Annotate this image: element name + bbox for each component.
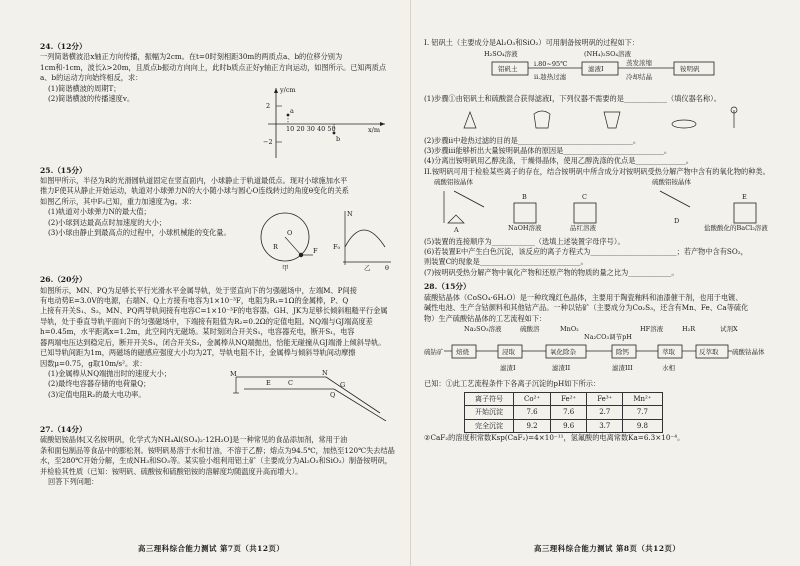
q25-head: 25.（15分） xyxy=(40,165,87,175)
svg-text:2: 2 xyxy=(266,101,271,110)
decomposition-apparatus-figure xyxy=(424,177,782,233)
svg-text:Na₂SO₃溶液: Na₂SO₃溶液 xyxy=(464,324,502,333)
svg-text:滤渣I: 滤渣I xyxy=(500,363,516,372)
q25-line: 如图甲所示，半径为R的光滑圆轨道固定在竖直面内，小球静止于轨道最低点。现对小球施加水平 xyxy=(40,176,348,186)
svg-text:(NH₄)₂SO₄溶液: (NH₄)₂SO₄溶液 xyxy=(584,50,632,59)
q27-part6b: 则装置C的现象是____________________________。 xyxy=(424,257,588,267)
q27-line: 条和面包制品等食品中的膨松剂。铵明矾易溶于水和甘油，不溶于乙醇；熔点为94.5℃，加热至120℃失去结晶 xyxy=(40,445,395,455)
svg-text:y/cm: y/cm xyxy=(280,85,296,94)
svg-text:a: a xyxy=(290,106,294,115)
svg-text:R: R xyxy=(273,243,278,252)
q26-head: 26.（20分） xyxy=(40,275,87,285)
q27-part1: (1)步骤①由铝矾土和硫酸混合获得滤液I，下列仪器不需要的是____________（填仪器名称）。 xyxy=(424,93,721,103)
q28-known2: ②CaF₂的溶度积常数Ksp(CaF₂)=4×10⁻¹¹，氢氟酸的电离常数Ka=6.3×10⁻⁴。 xyxy=(424,432,685,442)
table-cell: 9.6 xyxy=(551,419,587,432)
q25-sub: (2)小球到达最高点时加速度的大小； xyxy=(48,217,166,227)
svg-text:硫酸溶: 硫酸溶 xyxy=(520,324,540,333)
table-row xyxy=(465,419,663,432)
q25-line: 推力F使其从静止开始运动，轨道对小球弹力N的大小随小球与圆心O连线转过的角度θ变化的关系 xyxy=(40,186,350,196)
q27-part7: (7)铵明矾受热分解产物中氧化产物和还原产物的物质的量之比为____________。 xyxy=(424,267,679,277)
lab-apparatus-row xyxy=(424,104,782,132)
q27-part4: (4)分离出铵明矾用乙醇洗涤，干燥得晶体，使用乙醇洗涤的优点是______________。 xyxy=(424,156,693,166)
q28-known1: 已知：①此工艺流程条件下各离子沉淀的pH如下所示： xyxy=(424,379,601,389)
q26-sub: (3)定值电阻R₂的最大电功率。 xyxy=(48,389,146,399)
svg-text:−2: −2 xyxy=(263,137,273,146)
q26-line: 如图所示，MN、PQ为足够长平行光滑水平金属导轨，处于竖直向下的匀强磁场中，左端M、P间接 xyxy=(40,285,357,295)
svg-text:甲: 甲 xyxy=(282,264,289,272)
svg-text:b: b xyxy=(336,134,341,143)
svg-text:NaOH溶液: NaOH溶液 xyxy=(508,224,542,233)
svg-text:水相: 水相 xyxy=(662,363,675,372)
q26-line: h=0.45m，水平距离x=1.2m，此空间内无磁场。某时刻闭合开关S₁，电容器充电，断开S₁，电容 xyxy=(40,327,355,337)
svg-text:滤液I: 滤液I xyxy=(588,65,604,74)
svg-text:D: D xyxy=(674,217,680,226)
q28-line: 碱性电池、生产含钴颜料和其他钴产品。一种以钴矿（主要成分为Co₂S₃，还含有Mn、Fe、Ca等硫化 xyxy=(424,303,749,313)
q26-sub: (2)最终电容器存储的电荷量Q； xyxy=(48,379,151,389)
q26-sub: (1)金属棒从NQ端抛出时的速度大小； xyxy=(48,368,171,378)
svg-text:HF溶液: HF溶液 xyxy=(640,324,664,333)
svg-text:硫钴矿: 硫钴矿 xyxy=(424,347,444,356)
table-cell: 7.6 xyxy=(551,406,587,419)
table-cell: Mn²⁺ xyxy=(623,392,662,405)
svg-text:F: F xyxy=(313,247,318,256)
right-page xyxy=(424,38,782,443)
q25-sub: (3)小球由静止到最高点的过程中，小球机械能的变化量。 xyxy=(48,228,231,238)
q26-line: 器两端电压达到稳定后，断开开关S₁，闭合开关S₂，金属棒从NQ端抛出，恰能无碰撞从GJ端滑上倾斜导轨。 xyxy=(40,337,386,347)
q27-intro: I. 铝矾土（主要成分是Al₂O₃和SiO₂）可用制备铵明矾的过程如下： xyxy=(424,38,640,47)
svg-text:乙: 乙 xyxy=(364,264,371,272)
svg-text:Na₂CO₃调节pH: Na₂CO₃调节pH xyxy=(584,332,632,341)
svg-text:N: N xyxy=(347,210,353,219)
table-cell: 开始沉淀 xyxy=(465,406,514,419)
svg-text:E: E xyxy=(266,378,271,387)
page-fold xyxy=(410,0,411,566)
svg-text:焙烧: 焙烧 xyxy=(456,347,469,356)
rail-circuit-figure xyxy=(230,369,390,421)
left-page xyxy=(40,38,396,487)
q27-part6: (6)若装置E中产生白色沉淀，该反应的离子方程式为________________________；若产物中含有SO₂， xyxy=(424,247,748,257)
svg-text:滤渣III: 滤渣III xyxy=(612,363,633,372)
svg-text:A: A xyxy=(454,226,459,234)
q28-head: 28.（15分） xyxy=(424,282,471,292)
svg-text:H₂SO₄溶液: H₂SO₄溶液 xyxy=(484,50,518,59)
table-cell: 离子符号 xyxy=(465,392,514,405)
svg-text:冷却结晶: 冷却结晶 xyxy=(626,73,652,82)
q27-line: 硫酸铝铵晶体[又名铵明矾，化学式为NH₄Al(SO₄)₂·12H₂O]是一种常见的食品添加剂，常用于油 xyxy=(40,435,348,445)
q24-sub: (1)简谐横波的周期T； xyxy=(48,83,121,93)
svg-text:品红溶液: 品红溶液 xyxy=(570,224,596,233)
svg-text:铝矾土: 铝矾土 xyxy=(498,65,518,74)
q26-line: 已知导轨间距为1m，两磁场的磁感应强度大小均为2T，导轨电阻不计，金属棒与倾斜导轨间动摩擦 xyxy=(40,348,356,358)
svg-text:C: C xyxy=(582,193,587,202)
table-cell: 完全沉淀 xyxy=(465,419,514,432)
svg-text:硫酸铝铵晶体: 硫酸铝铵晶体 xyxy=(652,178,691,187)
table-cell: 7.6 xyxy=(514,406,551,419)
table-cell: Fe³⁺ xyxy=(587,392,623,405)
ion-ph-table xyxy=(464,392,663,433)
svg-text:i.80~95℃: i.80~95℃ xyxy=(534,60,568,69)
svg-text:反萃取: 反萃取 xyxy=(699,347,719,356)
q24-line: a、b的运动方向始终相反，求： xyxy=(40,73,143,83)
circular-track-figure xyxy=(245,207,395,271)
table-cell: 9.2 xyxy=(514,419,551,432)
q24-sub: (2)简谐横波的传播速度v。 xyxy=(48,94,135,104)
q24-line: 1cm和-1cm，波长λ>20m，且质点b振动方向向上，此时b质点正好y轴正方向运动，如图所示。已知两质点 xyxy=(40,62,387,72)
svg-text:蒸发浓缩: 蒸发浓缩 xyxy=(626,59,652,68)
svg-text:G: G xyxy=(340,380,346,389)
svg-text:浸取: 浸取 xyxy=(502,347,515,356)
svg-text:Q: Q xyxy=(330,390,336,399)
q27-head: 27.（14分） xyxy=(40,424,87,434)
svg-text:硫酸钴晶体: 硫酸钴晶体 xyxy=(732,347,765,356)
svg-text:除钙: 除钙 xyxy=(616,347,629,356)
q26-line: 上接有开关S₁、S₂，MN、PQ两导轨间接有电容C=1×10⁻³F的电容器。GH、JK为足够长倾斜粗糙平行金属 xyxy=(40,306,388,316)
svg-text:滤渣II: 滤渣II xyxy=(552,363,571,372)
svg-text:E: E xyxy=(742,193,747,202)
table-cell: 3.7 xyxy=(587,419,623,432)
svg-text:C: C xyxy=(288,378,293,387)
q26-line: 导轨，处于垂直导轨平面向下的匀强磁场中，下端接有阻值为R₂=0.2Ω的定值电阻。NQ端与GJ端高度差 xyxy=(40,316,373,326)
cobalt-process-flowchart xyxy=(424,324,782,376)
q28-line: 硫酸钴晶体（CoSO₄·6H₂O）是一种玫瑰红色晶体，主要用于陶瓷釉料和油漆催干剂，也用于电镀、 xyxy=(424,292,743,302)
q24-head: 24.（12分） xyxy=(40,42,87,51)
q24-line: 一列简谐横波沿x轴正方向传播，振幅为2cm。在t=0时刻相距30m的两质点a、b的位移分别为 xyxy=(40,52,343,62)
page-footer-left: 高三理科综合能力测试 第7页（共12页） xyxy=(138,544,285,553)
wave-graph-figure xyxy=(260,84,390,162)
svg-text:N: N xyxy=(322,368,328,377)
table-cell: Co²⁺ xyxy=(514,392,551,405)
svg-text:O: O xyxy=(287,229,293,238)
table-row xyxy=(465,392,663,405)
svg-text:萃取: 萃取 xyxy=(662,347,675,356)
q27-part5: (5)装置的连接顺序为____________（选填上述装置字母序号）。 xyxy=(424,236,625,246)
svg-text:氧化除杂: 氧化除杂 xyxy=(550,347,576,356)
q25-sub: (1)轨道对小球弹力N的最大值； xyxy=(48,207,151,217)
svg-text:x/m: x/m xyxy=(368,125,381,134)
table-cell: 9.8 xyxy=(623,419,662,432)
svg-text:ii.趁热过滤: ii.趁热过滤 xyxy=(534,73,567,82)
q27-part3: (3)步骤ⅲ能够析出大量铵明矾晶体的原因是____________________________。 xyxy=(424,146,672,156)
table-cell: 2.7 xyxy=(587,406,623,419)
svg-text:铵明矾: 铵明矾 xyxy=(680,65,700,74)
q26-line: 有电动势E=3.0V的电源，右端N、Q上方接有电容为1×10⁻³F，电阻为R₁=1Ω的金属棒，P、Q xyxy=(40,296,349,306)
svg-text:θ: θ xyxy=(385,264,389,272)
svg-text:10 20 30 40 50: 10 20 30 40 50 xyxy=(286,124,336,133)
table-cell: Fe²⁺ xyxy=(551,392,587,405)
alum-prep-flowchart xyxy=(424,48,782,90)
q27-line: 回答下列问题： xyxy=(48,476,99,486)
svg-text:F₀: F₀ xyxy=(333,243,341,252)
q27-part2: (2)步骤ⅱ中趁热过滤的目的是________________________________。 xyxy=(424,135,641,145)
q25-line: 如图乙所示，其中F₀已知，重力加速度为g。求： xyxy=(40,196,197,206)
q27-line: 水，至280℃开始分解，生成NH₃和SO₃等。某实验小组利用铝土矿（主要成分为Al₂O₃和SiO₂）制备铵明矾， xyxy=(40,456,392,466)
q28-line: 物）生产硫酸钴晶体的工艺流程如下： xyxy=(424,313,547,323)
page-footer-right: 高三理科综合能力测试 第8页（共12页） xyxy=(534,544,681,553)
svg-text:硫酸铝铵晶体: 硫酸铝铵晶体 xyxy=(434,178,473,187)
svg-text:盐酸酸化的BaCl₂溶液: 盐酸酸化的BaCl₂溶液 xyxy=(704,224,768,233)
svg-text:MnO₂: MnO₂ xyxy=(560,324,579,333)
svg-text:H₂R: H₂R xyxy=(682,324,696,333)
svg-text:B: B xyxy=(522,193,527,202)
table-row xyxy=(465,406,663,419)
q26-line: 因数μ=0.75，g取10m/s²。求： xyxy=(40,358,147,368)
table-cell: 7.7 xyxy=(623,406,662,419)
svg-text:试剂X: 试剂X xyxy=(720,324,738,333)
svg-text:M: M xyxy=(230,369,237,378)
q27-part-ii: II.铵明矾可用于检验某些离子的存在，结合铵明矾中所含成分对铵明矾受热分解产物中含有的氧化物的种类。 xyxy=(424,166,770,176)
q27-line: 并检验其性质（已知：铵明矾、硫酸铵和硫酸铝铵的溶解度均随温度升高而增大）。 xyxy=(40,466,303,476)
